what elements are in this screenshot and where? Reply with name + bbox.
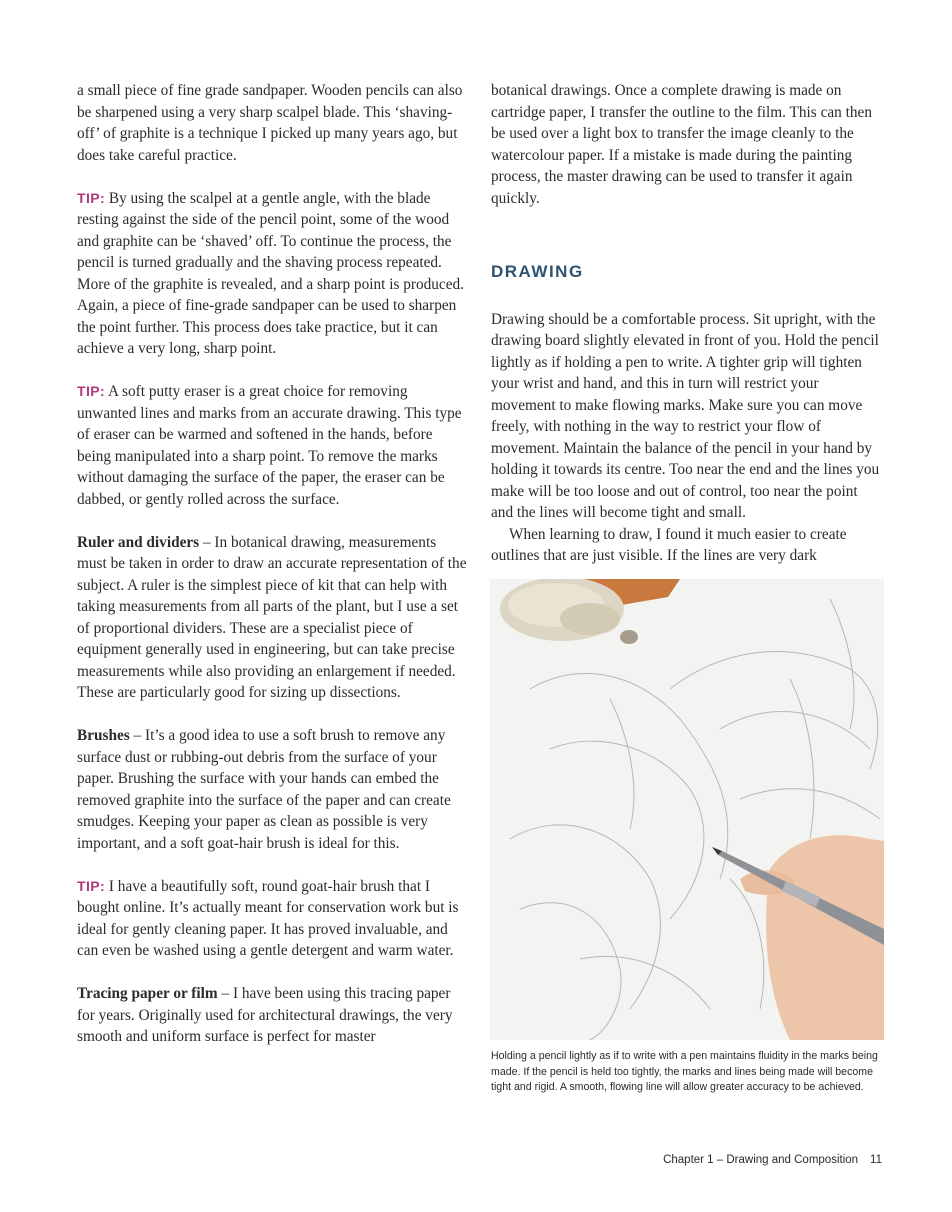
tip-label: TIP: — [77, 383, 106, 399]
tip-brush — [77, 876, 467, 962]
term-ruler: Ruler and dividers — [77, 533, 200, 551]
ruler-text: – In botanical drawing, measurements must be taken in order to draw an accurate representation of the subject. A ruler is the simplest piece of kit that can help with taking measurements from all parts of the plant, but I use a set of proportional dividers. These are a specialist piece of equipment generally used in engineering, but can take precise measurements while also providing an enlargement if needed. These are particularly good for sizing up dissections. — [77, 533, 467, 701]
photo-illustration — [490, 579, 884, 1040]
tip-text: I have a beautifully soft, round goat-hair brush that I bought online. It’s actually meant for conservation work but is ideal for gently cleaning paper. It has proved invaluable, and can even be washed using a gentle detergent and warm water. — [77, 877, 459, 959]
tip-scalpel — [77, 188, 467, 360]
paragraph-tracing — [77, 983, 467, 1048]
paragraph-ruler — [77, 532, 467, 704]
tip-text: By using the scalpel at a gentle angle, with the blade resting against the side of the pencil point, some of the wood and graphite can be ‘shaved’ off. To continue the process, the pencil is turned gradually and the shaving process repeated. More of the graphite is revealed, and a sharp point is produced. Again, a piece of fine-grade sandpaper can be used to sharpen the point further. This process does take practice, but it can achieve a very long, sharp point. — [77, 189, 464, 357]
tip-label: TIP: — [77, 877, 106, 894]
paragraph-drawing-posture: Drawing should be a comfortable process. Sit upright, with the drawing board slightly elevated in front of you. Hold the pencil lightly as if holding a pen to write. A tighter grip will tighten your wrist and hand, and this in turn will restrict your movement to make flowing marks. Make sure you can move freely, with nothing in the way to restrict your flow of movement. Maintain the balance of the pencil in your hand by holding it towards its centre. Too near the end and the lines you make will be too loose and out of control, too near the point and the lines will become tight and small. — [491, 310, 880, 521]
brushes-text: – It’s a good idea to use a soft brush to remove any surface dust or rubbing-out debris from the surface of your paper. Brushing the surface with your hands can embed the removed graphite into the surface of the paper and can create smudges. Keeping your paper as clean as possible is very important, and a soft goat-hair brush is ideal for this. — [77, 727, 451, 852]
term-brushes: Brushes — [77, 727, 130, 744]
paragraph-sharpening: a small piece of fine grade sandpaper. Wooden pencils can also be sharpened using a very sharp scalpel blade. This ‘shaving-off’ of graphite is a technique I picked up many years ago, but does take careful practice. — [77, 82, 463, 164]
figure-caption: Holding a pencil lightly as if to write with a pen maintains fluidity in the marks being made. If the pencil is held too tightly, the marks and lines being made will become tight and rigid. A smooth, flowing line will allow greater accuracy to be achieved. — [491, 1050, 878, 1094]
section-heading-drawing: DRAWING — [491, 262, 584, 281]
tip-label: TIP: — [77, 189, 106, 206]
term-tracing: Tracing paper or film — [77, 985, 218, 1002]
paragraph-learning: When learning to draw, I found it much easier to create outlines that are just visible. If the lines are very dark — [491, 525, 847, 564]
paragraph-brushes — [77, 725, 467, 854]
right-column — [491, 80, 883, 567]
page-number: 11 — [870, 1154, 882, 1166]
page-footer — [663, 1154, 882, 1166]
tip-eraser — [77, 381, 467, 510]
tracing-text: – I have been using this tracing paper for years. Originally used for architectural drawings, the very smooth and uniform surface is perfect for master — [77, 985, 453, 1045]
chapter-title: Chapter 1 – Drawing and Composition — [663, 1154, 859, 1166]
tip-text: A soft putty eraser is a great choice for removing unwanted lines and marks from an accurate drawing. This type of eraser can be warmed and softened in the hands, before being manipulated into a sharp point. To remove the marks without damaging the surface of the paper, the eraser can be dabbed, or gently rolled across the surface. — [77, 383, 462, 508]
drawing-photo — [490, 579, 884, 1040]
paragraph-master-drawings: botanical drawings. Once a complete drawing is made on cartridge paper, I transfer the outline to the film. This can then be used over a light box to transfer the image cleanly to the watercolour paper. If a mistake is made during the painting process, the master drawing can be used to transfer it again quickly. — [491, 82, 872, 207]
left-column — [77, 80, 467, 1048]
